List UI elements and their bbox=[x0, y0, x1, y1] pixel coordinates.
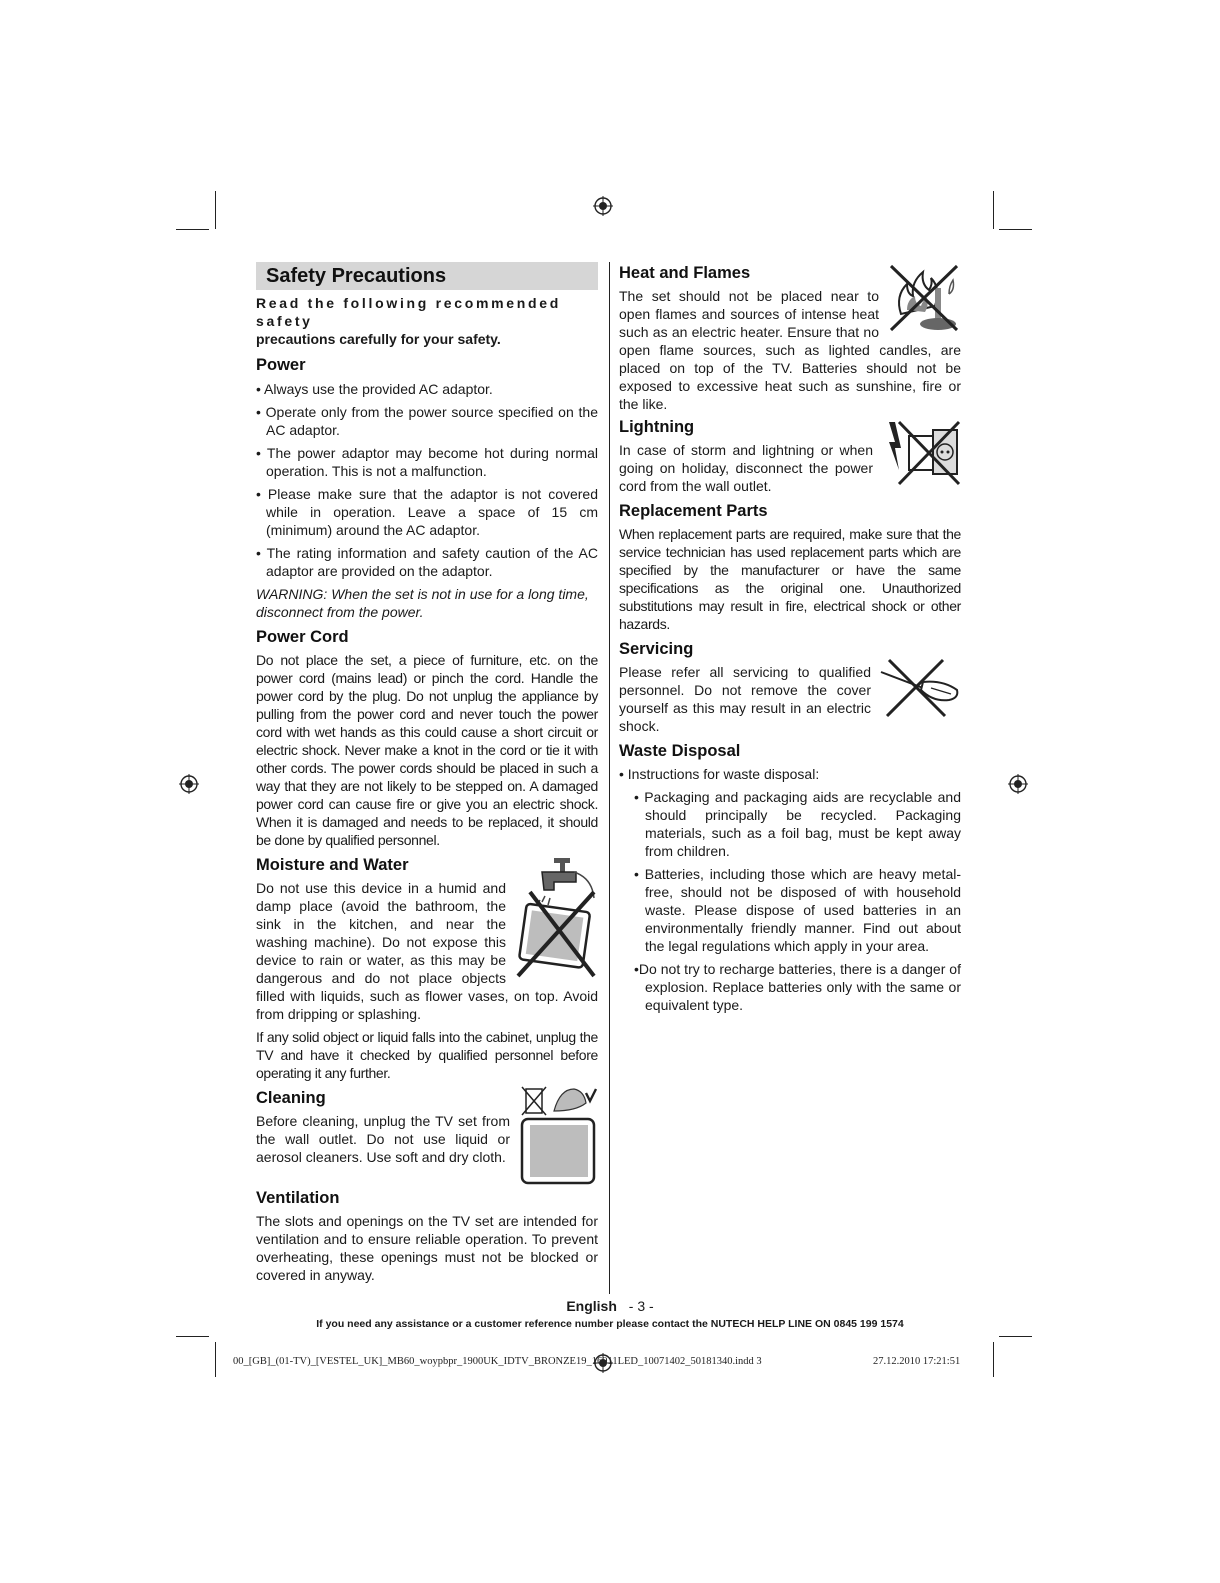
registration-mark-icon bbox=[1008, 774, 1028, 794]
footer-page-number: - 3 - bbox=[628, 1298, 654, 1314]
right-column bbox=[619, 262, 961, 1014]
section-heading: Power bbox=[256, 356, 306, 374]
footer-language: English bbox=[566, 1298, 617, 1314]
section-lightning bbox=[619, 416, 961, 495]
print-slug-date: 27.12.2010 17:21:51 bbox=[873, 1356, 961, 1367]
section-text: If any solid object or liquid falls into the cabinet, unplug the TV and have it checked by qualified personnel before operating it any further. bbox=[256, 1029, 598, 1081]
page-footer bbox=[0, 1298, 1220, 1314]
section-cleaning bbox=[256, 1087, 598, 1166]
section-text: Before cleaning, unplug the TV set from the wall outlet. Do not use liquid or aerosol cleaners. Use soft and dry cloth. bbox=[256, 1113, 510, 1165]
section-heat bbox=[619, 262, 961, 413]
section-text: Do not place the set, a piece of furniture, etc. on the power cord (mains lead) or pinch the cord. Handle the power cord by the plug. Do not unplug the appliance by pulling from the power cord and never touch the power cord with wet hands as this could cause a short circuit or electric shock. Never make a knot in the cord or tie it with other cords. The power cords should be placed in such a way that they are not likely to be stepped on. A damaged power cord can cause fire or give you an electric shock. When it is damaged and needs to be replaced, it should be done by qualified personnel. bbox=[256, 652, 598, 848]
cleaning-tv-icon bbox=[518, 1085, 598, 1187]
section-waste bbox=[619, 740, 961, 1014]
crop-mark bbox=[993, 191, 994, 229]
list-item: • Always use the provided AC adaptor. bbox=[256, 381, 493, 397]
list-item: • The power adaptor may become hot during normal operation. This is not a malfunction. bbox=[256, 445, 598, 479]
intro-line-1: Read the following recommended safety bbox=[256, 295, 562, 329]
list-item: • Batteries, including those which are heavy metal-free, should not be disposed of with household waste. Please dispose of used batteries in an environmentally friendly manner. Find out about the legal regulations which apply in your area. bbox=[634, 866, 961, 954]
warning-text: WARNING: When the set is not in use for a long time, disconnect from the power. bbox=[256, 586, 589, 620]
section-text: Do not use this device in a humid and damp place (avoid the bathroom, the sink in the kitchen, and near the washing machine). Do not expose this device to rain or water, as this may be dangerous and do not place objects filled with liquids, such as flower vases, on top. Avoid from dripping or splashing. bbox=[256, 880, 598, 1022]
list-item: • Instructions for waste disposal: bbox=[619, 766, 820, 782]
section-ventilation bbox=[256, 1187, 598, 1284]
section-text: Please refer all servicing to qualified personnel. Do not remove the cover yourself as this may result in an electric shock. bbox=[619, 664, 871, 734]
registration-mark-icon bbox=[593, 196, 613, 216]
intro-line-2: precautions carefully for your safety. bbox=[256, 331, 501, 347]
section-heading: Cleaning bbox=[256, 1089, 326, 1107]
section-heading: Servicing bbox=[619, 640, 694, 658]
column-divider bbox=[609, 262, 610, 1294]
list-item: • The rating information and safety caution of the AC adaptor are provided on the adaptor. bbox=[256, 545, 598, 579]
no-lightning-outlet-icon bbox=[881, 418, 961, 488]
no-flame-icon bbox=[887, 264, 961, 334]
crop-mark bbox=[999, 229, 1032, 230]
section-heading: Moisture and Water bbox=[256, 856, 409, 874]
section-heading: Waste Disposal bbox=[619, 742, 741, 760]
no-screwdriver-icon bbox=[879, 658, 961, 718]
list-item: • Operate only from the power source specified on the AC adaptor. bbox=[256, 404, 598, 438]
intro-text bbox=[256, 294, 598, 348]
section-heading: Lightning bbox=[619, 418, 695, 436]
section-text: In case of storm and lightning or when going on holiday, disconnect the power cord from the wall outlet. bbox=[619, 442, 873, 494]
section-replacement bbox=[619, 500, 961, 633]
page-title: Safety Precautions bbox=[256, 262, 598, 290]
crop-mark bbox=[176, 1336, 209, 1337]
section-heading: Replacement Parts bbox=[619, 502, 768, 520]
print-slug-filename: 00_[GB]_(01-TV)_[VESTEL_UK]_MB60_woypbpr_1900UK_IDTV_BRONZE19_16911LED_10071402_50181340.indd 3 bbox=[233, 1356, 762, 1367]
no-water-tv-icon bbox=[514, 852, 598, 980]
section-text: The set should not be placed near to open flames and sources of intense heat such as an electric heater. Ensure that no open flame sources, such as lighted candles, are placed on top of the TV. Batteries should not be exposed to excessive heat such as sunshine, fire or the like. bbox=[619, 288, 961, 412]
list-item: • Please make sure that the adaptor is not covered while in operation. Leave a space of 15 cm (minimum) around the AC adaptor. bbox=[256, 486, 598, 538]
crop-mark bbox=[215, 1342, 216, 1377]
section-heading: Power Cord bbox=[256, 628, 349, 646]
section-heading: Ventilation bbox=[256, 1189, 340, 1207]
list-item: • Packaging and packaging aids are recyclable and should principally be recycled. Packaging materials, such as a foil bag, must be kept away from children. bbox=[634, 789, 961, 859]
list-item: •Do not try to recharge batteries, there is a danger of explosion. Replace batteries only with the same or equivalent type. bbox=[634, 961, 961, 1013]
helpline-text: If you need any assistance or a customer reference number please contact the NUTECH HELP LINE ON 0845 199 1574 bbox=[316, 1318, 904, 1330]
section-text: The slots and openings on the TV set are intended for ventilation and to ensure reliable operation. To prevent overheating, these openings must not be blocked or covered in anyway. bbox=[256, 1213, 598, 1283]
crop-mark bbox=[993, 1342, 994, 1377]
section-power-cord bbox=[256, 626, 598, 849]
crop-mark bbox=[215, 191, 216, 229]
section-heading: Heat and Flames bbox=[619, 264, 751, 282]
section-moisture bbox=[256, 854, 598, 1082]
crop-mark bbox=[176, 229, 209, 230]
section-power bbox=[256, 354, 598, 621]
registration-mark-icon bbox=[179, 774, 199, 794]
left-column bbox=[256, 262, 598, 1284]
crop-mark bbox=[999, 1336, 1032, 1337]
section-text: When replacement parts are required, make sure that the service technician has used replacement parts which are specified by the manufacturer or have the same specifications as the original one. Unauthorized substitutions may result in fire, electrical shock or other hazards. bbox=[619, 526, 961, 632]
section-servicing bbox=[619, 638, 961, 735]
